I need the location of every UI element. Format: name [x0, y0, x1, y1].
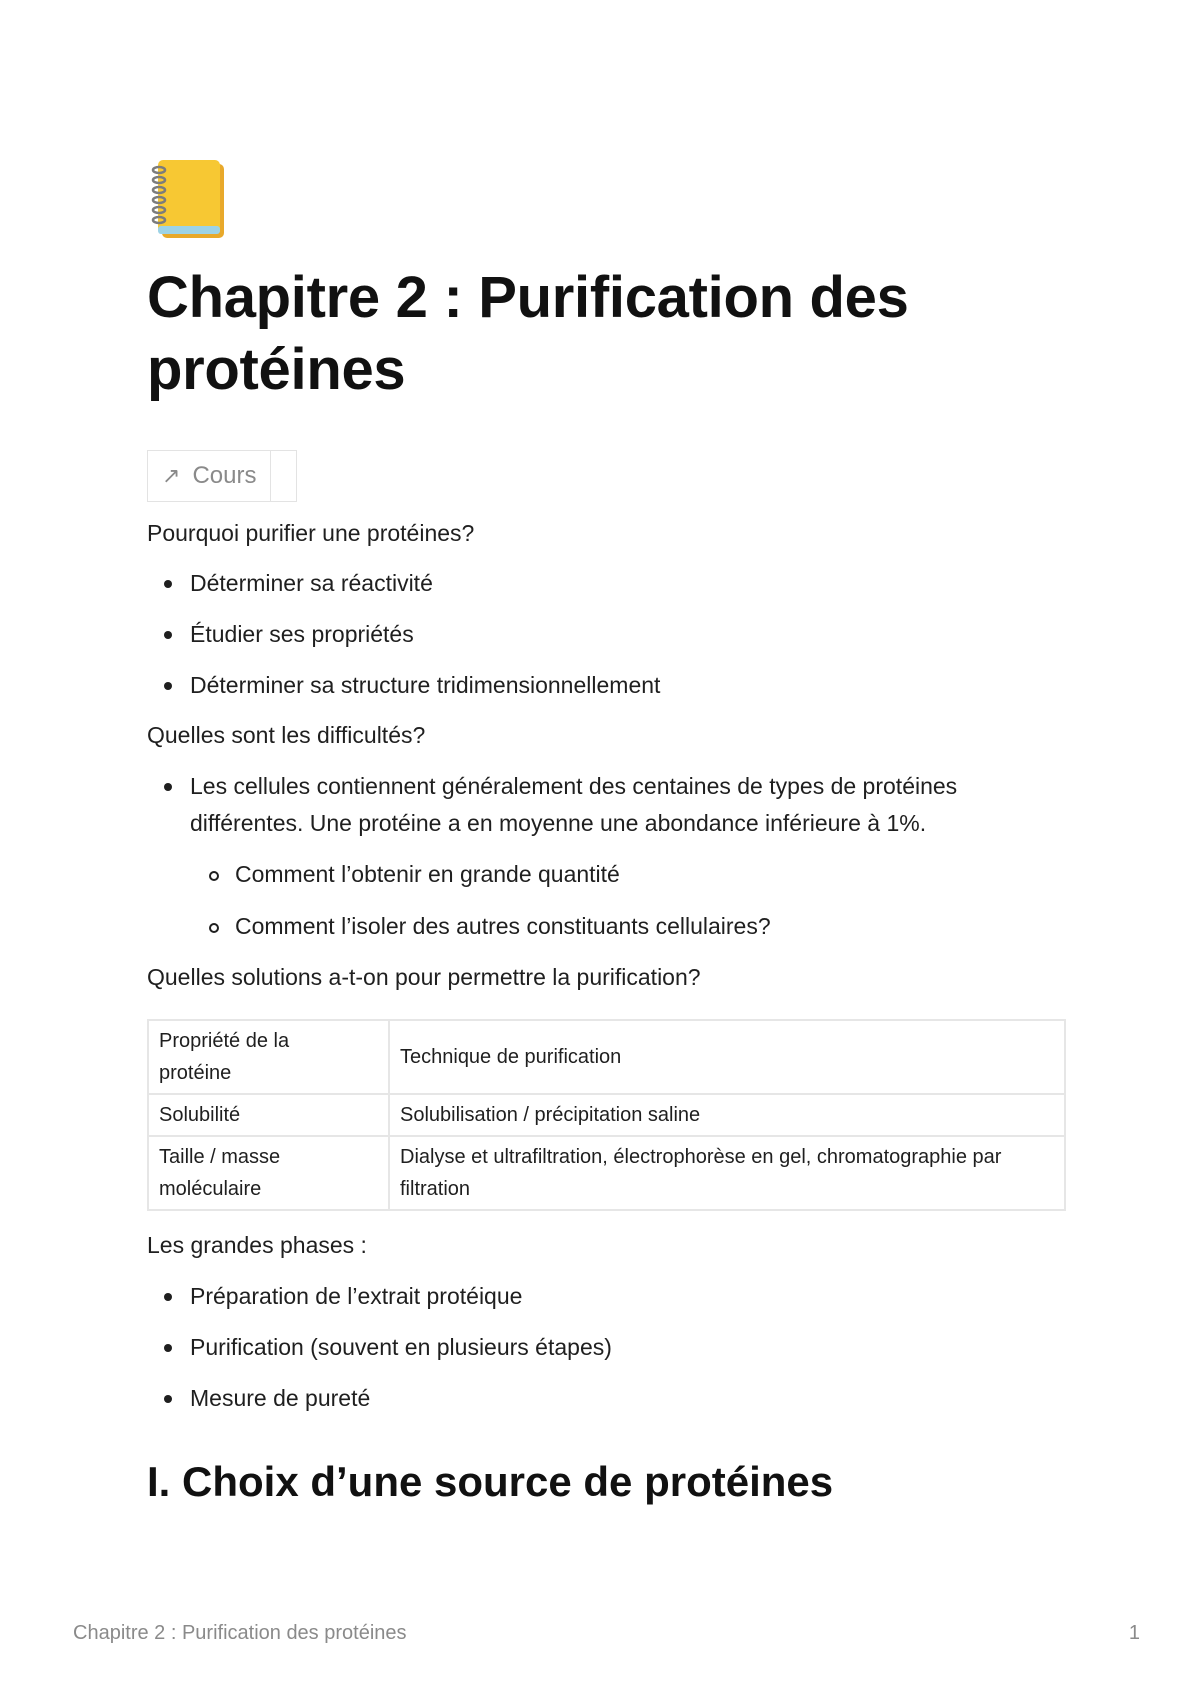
list-item: Préparation de l’extrait protéique — [190, 1278, 522, 1315]
table-row — [148, 1136, 1065, 1210]
question-difficulties: Quelles sont les difficultés? — [147, 722, 426, 748]
relation-label: Cours — [192, 462, 257, 489]
footer-title: Chapitre 2 : Purification des protéines — [73, 1622, 407, 1644]
property-row[interactable] — [147, 450, 297, 502]
list-item — [190, 768, 957, 842]
cell-text: Taille / masse — [159, 1146, 281, 1168]
difficulty-line-1: Les cellules contiennent généralement des centaines de types de protéines — [190, 773, 958, 799]
list-item: Déterminer sa structure tridimensionnellement — [190, 667, 660, 704]
cell-text: Propriété de la — [159, 1030, 290, 1052]
list-item: Déterminer sa réactivité — [190, 565, 433, 602]
page-number: 1 — [1128, 1622, 1140, 1644]
cell-text: moléculaire — [159, 1178, 262, 1200]
relation-property[interactable] — [148, 451, 271, 501]
sub-list-item: Comment l’obtenir en grande quantité — [235, 856, 620, 893]
difficulty-line-2: différentes. Une protéine a en moyenne une abondance inférieure à 1%. — [190, 810, 927, 836]
question-solutions: Quelles solutions a-t-on pour permettre la purification? — [147, 964, 701, 990]
phases-heading: Les grandes phases : — [147, 1232, 367, 1258]
arrow-up-right-icon: ↗ — [162, 463, 181, 488]
table-cell — [389, 1136, 1065, 1210]
section-heading: I. Choix d’une source de protéines — [147, 1458, 834, 1505]
table-header-row — [148, 1020, 1065, 1094]
table-cell — [148, 1020, 389, 1094]
purification-table — [147, 1019, 1066, 1211]
page-title: Chapitre 2 : Purification des protéines — [147, 265, 909, 402]
table-cell: Solubilité — [148, 1094, 389, 1136]
table-cell — [148, 1136, 389, 1210]
list-item: Purification (souvent en plusieurs étapes) — [190, 1329, 612, 1366]
table-row — [148, 1094, 1065, 1136]
cell-text: filtration — [400, 1178, 471, 1200]
list-item: Étudier ses propriétés — [190, 616, 414, 653]
cell-text: protéine — [159, 1062, 232, 1084]
table-cell: Technique de purification — [389, 1020, 1065, 1094]
question-why: Pourquoi purifier une protéines? — [147, 520, 475, 546]
property-empty-cell[interactable] — [271, 451, 296, 501]
cell-text: Dialyse et ultrafiltration, électrophorèse en gel, chromatographie par — [400, 1146, 1002, 1168]
notebook-icon — [150, 158, 230, 242]
sub-list-item: Comment l’isoler des autres constituants cellulaires? — [235, 908, 771, 945]
list-item: Mesure de pureté — [190, 1380, 370, 1417]
table-cell: Solubilisation / précipitation saline — [389, 1094, 1065, 1136]
